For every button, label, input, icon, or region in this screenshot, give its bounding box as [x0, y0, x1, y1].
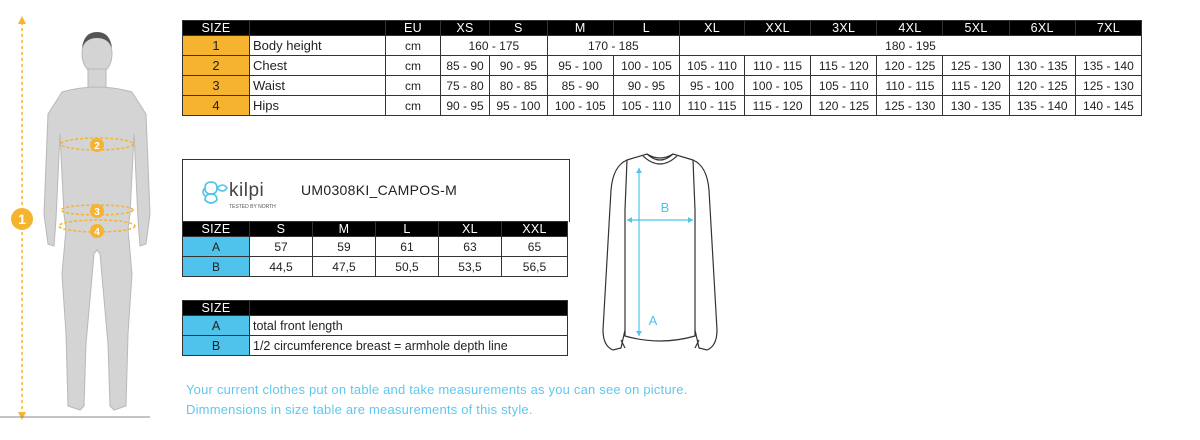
- table-cell: 160 - 175: [441, 36, 548, 56]
- table-cell: 100 - 105: [613, 56, 679, 76]
- size-chart-header: [183, 21, 1142, 36]
- table-cell: 57: [250, 237, 313, 257]
- header-l: L: [613, 21, 679, 36]
- row-number: 4: [183, 96, 250, 116]
- product-code: UM0308KI_CAMPOS-M: [301, 182, 458, 198]
- marker-4: [90, 224, 104, 238]
- table-cell: 100 - 105: [547, 96, 613, 116]
- row-label: Chest: [250, 56, 386, 76]
- row-body-height: [183, 36, 1142, 56]
- legend-row-a: [183, 316, 568, 336]
- row-label: Hips: [250, 96, 386, 116]
- row-label: B: [183, 257, 250, 277]
- measure-header-s: S: [250, 222, 313, 237]
- brand-tagline: TESTED BY NORTH: [229, 204, 276, 210]
- marker-4-label: 4: [94, 227, 100, 238]
- row-number: 2: [183, 56, 250, 76]
- table-cell: 53,5: [438, 257, 501, 277]
- table-cell: 63: [438, 237, 501, 257]
- table-cell: 95 - 100: [490, 96, 548, 116]
- table-cell: 44,5: [250, 257, 313, 277]
- table-cell: 90 - 95: [613, 76, 679, 96]
- row-hips: [183, 96, 1142, 116]
- measure-header-size: SIZE: [183, 222, 250, 237]
- measure-header: [183, 222, 568, 237]
- measure-header-m: M: [312, 222, 375, 237]
- row-unit: cm: [386, 76, 441, 96]
- row-label: Body height: [250, 36, 386, 56]
- legend-description: total front length: [250, 316, 568, 336]
- table-cell: 85 - 90: [441, 56, 490, 76]
- table-cell: 105 - 110: [613, 96, 679, 116]
- table-cell: 50,5: [375, 257, 438, 277]
- marker-3: [90, 204, 104, 218]
- table-cell: 110 - 115: [680, 96, 745, 116]
- header-5xl: 5XL: [943, 21, 1009, 36]
- marker-3-label: 3: [94, 207, 100, 218]
- marker-1-label: 1: [18, 211, 26, 227]
- header-xxl: XXL: [745, 21, 811, 36]
- shirt-label-b: B: [660, 200, 670, 215]
- table-cell: 56,5: [501, 257, 567, 277]
- table-cell: 95 - 100: [547, 56, 613, 76]
- kilpi-logo-icon: [201, 172, 291, 212]
- table-cell: 125 - 130: [877, 96, 943, 116]
- table-cell: 65: [501, 237, 567, 257]
- table-cell: 61: [375, 237, 438, 257]
- measure-row-a: [183, 237, 568, 257]
- table-cell: 110 - 115: [877, 76, 943, 96]
- legend-header: [183, 301, 568, 316]
- table-cell: 90 - 95: [490, 56, 548, 76]
- table-cell: 130 - 135: [943, 96, 1009, 116]
- table-cell: 47,5: [312, 257, 375, 277]
- table-cell: 105 - 110: [811, 76, 877, 96]
- row-number: 3: [183, 76, 250, 96]
- table-cell: 110 - 115: [745, 56, 811, 76]
- legend-header-size: SIZE: [183, 301, 250, 316]
- table-cell: 80 - 85: [490, 76, 548, 96]
- header-xs: XS: [441, 21, 490, 36]
- table-cell: 170 - 185: [547, 36, 679, 56]
- header-xl: XL: [680, 21, 745, 36]
- table-cell: 140 - 145: [1075, 96, 1141, 116]
- row-waist: [183, 76, 1142, 96]
- table-cell: 115 - 120: [943, 76, 1009, 96]
- row-label: Waist: [250, 76, 386, 96]
- marker-1: [11, 208, 33, 230]
- header-6xl: 6XL: [1009, 21, 1075, 36]
- header-4xl: 4XL: [877, 21, 943, 36]
- measure-row-b: [183, 257, 568, 277]
- table-cell: 75 - 80: [441, 76, 490, 96]
- table-cell: 125 - 130: [1075, 76, 1141, 96]
- brand-name: kilpi: [229, 180, 265, 201]
- header-size: SIZE: [183, 21, 250, 36]
- header-blank: [250, 21, 386, 36]
- header-3xl: 3XL: [811, 21, 877, 36]
- table-cell: 115 - 120: [745, 96, 811, 116]
- table-cell: 115 - 120: [811, 56, 877, 76]
- row-unit: cm: [386, 96, 441, 116]
- measure-header-l: L: [375, 222, 438, 237]
- row-label: A: [183, 237, 250, 257]
- header-m: M: [547, 21, 613, 36]
- instruction-note: Your current clothes put on table and take measurements as you can see on picture.: [186, 382, 688, 397]
- row-unit: cm: [386, 36, 441, 56]
- dimension-note: Dimmensions in size table are measurements of this style.: [186, 402, 533, 417]
- header-eu: EU: [386, 21, 441, 36]
- table-cell: 120 - 125: [1009, 76, 1075, 96]
- table-cell: 120 - 125: [877, 56, 943, 76]
- measure-legend-table: [182, 300, 568, 356]
- table-cell: 135 - 140: [1075, 56, 1141, 76]
- size-chart-table: [182, 20, 1142, 116]
- row-chest: [183, 56, 1142, 76]
- measure-header-xxl: XXL: [501, 222, 567, 237]
- shirt-diagram: [595, 150, 725, 360]
- legend-description: 1/2 circumference breast = armhole depth line: [250, 336, 568, 356]
- brand-logo: [201, 172, 291, 217]
- legend-row-b: [183, 336, 568, 356]
- header-s: S: [490, 21, 548, 36]
- table-cell: 130 - 135: [1009, 56, 1075, 76]
- marker-2: [90, 138, 104, 152]
- table-cell: 135 - 140: [1009, 96, 1075, 116]
- row-label: A: [183, 316, 250, 336]
- table-cell: 100 - 105: [745, 76, 811, 96]
- legend-header-blank: [250, 301, 568, 316]
- table-cell: 90 - 95: [441, 96, 490, 116]
- shirt-label-a: A: [648, 313, 658, 328]
- table-cell: 85 - 90: [547, 76, 613, 96]
- table-cell: 95 - 100: [680, 76, 745, 96]
- product-header: [182, 159, 570, 222]
- table-cell: 125 - 130: [943, 56, 1009, 76]
- marker-2-label: 2: [94, 141, 100, 152]
- row-number: 1: [183, 36, 250, 56]
- table-cell: 120 - 125: [811, 96, 877, 116]
- row-label: B: [183, 336, 250, 356]
- header-7xl: 7XL: [1075, 21, 1141, 36]
- table-cell: 59: [312, 237, 375, 257]
- body-figure: [0, 14, 175, 424]
- measure-header-xl: XL: [438, 222, 501, 237]
- table-cell: 180 - 195: [680, 36, 1142, 56]
- table-cell: 105 - 110: [680, 56, 745, 76]
- garment-measure-table: [182, 221, 568, 277]
- row-unit: cm: [386, 56, 441, 76]
